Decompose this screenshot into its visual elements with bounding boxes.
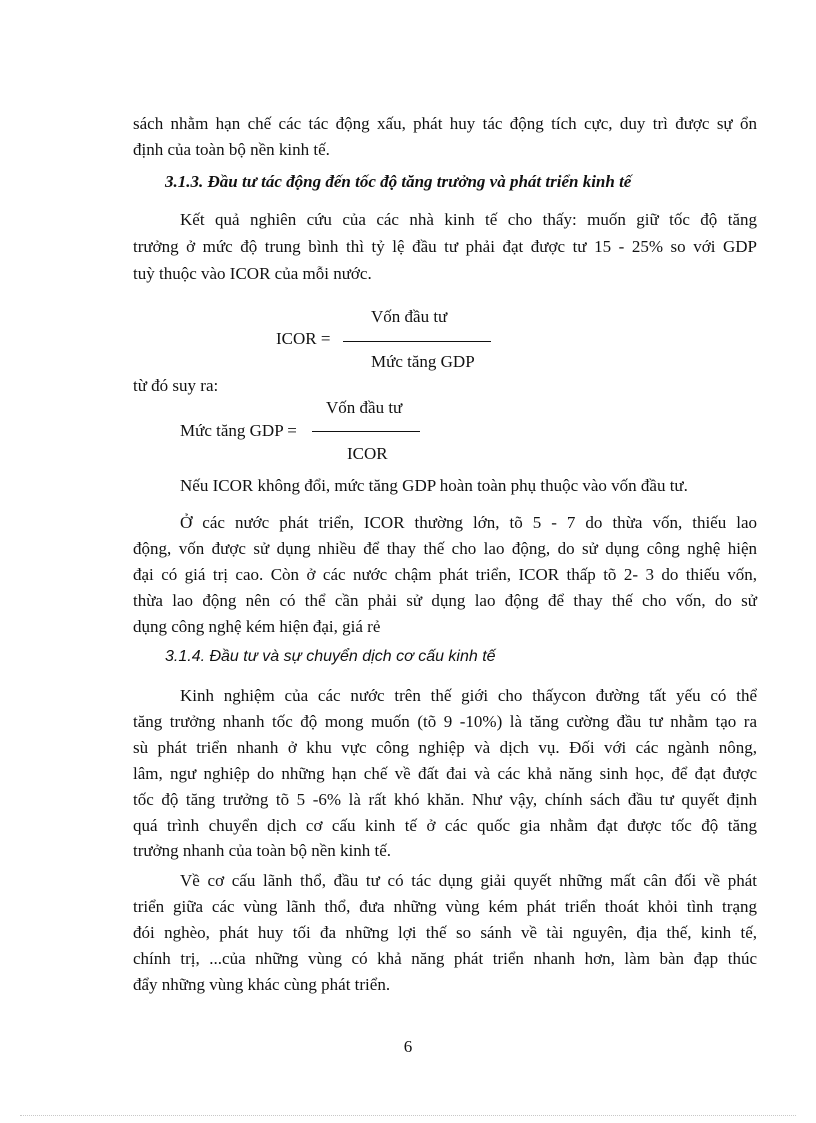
- section-heading-3-1-3: 3.1.3. Đầu tư tác động đến tốc độ tăng trưởng và phát triển kinh tế: [165, 172, 632, 191]
- derive-text: từ đó suy ra:: [133, 376, 219, 395]
- paragraph-line: tăng trưởng nhanh tốc độ mong muốn (tõ 9 -10%) là tăng cường đầu tư nhằm tạo ra: [133, 712, 757, 731]
- paragraph-line: trưởng ở mức độ trung bình thì tỷ lệ đầu tư phải đạt được tư 15 - 25% so với GDP: [133, 237, 757, 256]
- formula-denominator: ICOR: [347, 444, 388, 463]
- intro-line-2: định của toàn bộ nền kinh tế.: [133, 140, 330, 159]
- paragraph-line: triển giữa các vùng lãnh thổ, đưa những vùng kém phát triển thoát khỏi tình trạng: [133, 897, 757, 916]
- paragraph-line: sù phát triển nhanh ở khu vực công nghiệp và dịch vụ. Đối với các ngành nông,: [133, 738, 757, 757]
- section-heading-3-1-4: 3.1.4. Đầu tư và sự chuyển dịch cơ cấu kinh tế: [165, 648, 496, 665]
- formula-lhs: Mức tăng GDP =: [180, 421, 297, 440]
- paragraph-line: Nếu ICOR không đổi, mức tăng GDP hoàn toàn phụ thuộc vào vốn đầu tư.: [180, 476, 688, 495]
- page-bottom-border: [20, 1115, 796, 1116]
- paragraph-line: động, vốn được sử dụng nhiều để thay thế cho lao động, do sử dụng công nghệ hiện: [133, 539, 757, 558]
- paragraph-line: trưởng nhanh của toàn bộ nền kinh tế.: [133, 841, 392, 860]
- paragraph-line: thừa lao động nên có thể cần phải sử dụng lao động để thay thế cho vốn, do sử: [133, 591, 757, 610]
- paragraph-line: Về cơ cấu lãnh thổ, đầu tư có tác dụng giải quyết những mất cân đối về phát: [180, 871, 757, 890]
- paragraph-line: tuỳ thuộc vào ICOR của mỗi nước.: [133, 264, 372, 283]
- paragraph-line: Kinh nghiệm của các nước trên thế giới cho thấycon đường tất yếu có thể: [180, 686, 757, 705]
- paragraph-line: đẩy những vùng khác cùng phát triển.: [133, 975, 391, 994]
- paragraph-line: tốc độ tăng trưởng tõ 5 -6% là rất khó khăn. Như vậy, chính sách đầu tư quyết định: [133, 790, 757, 809]
- formula-numerator: Vốn đầu tư: [326, 398, 403, 417]
- paragraph-line: chính trị, ...của những vùng có khả năng phát triển nhanh hơn, làm bàn đạp thúc: [133, 949, 757, 968]
- paragraph-line: Kết quả nghiên cứu của các nhà kinh tế cho thấy: muốn giữ tốc độ tăng: [180, 210, 757, 229]
- paragraph-line: đói nghèo, phát huy tối đa những lợi thế so sánh về tài nguyên, địa thế, kinh tế,: [133, 923, 757, 942]
- paragraph-line: Ở các nước phát triển, ICOR thường lớn, tõ 5 - 7 do thừa vốn, thiếu lao: [180, 513, 757, 532]
- formula-denominator: Mức tăng GDP: [371, 352, 475, 371]
- paragraph-line: quá trình chuyển dịch cơ cấu kinh tế ở các quốc gia nhằm đạt được tốc độ tăng: [133, 816, 757, 835]
- paragraph-line: đại có giá trị cao. Còn ở các nước chậm phát triển, ICOR thấp tõ 2- 3 do thiếu vốn,: [133, 565, 757, 584]
- page-number: 6: [403, 1037, 413, 1056]
- intro-line-1: sách nhằm hạn chế các tác động xấu, phát huy tác động tích cực, duy trì được sự ổn: [133, 114, 757, 133]
- fraction-line: [343, 341, 491, 342]
- formula-numerator: Vốn đầu tư: [371, 307, 448, 326]
- fraction-line: [312, 431, 420, 432]
- paragraph-line: dụng công nghệ kém hiện đại, giá rẻ: [133, 617, 381, 636]
- formula-lhs: ICOR =: [276, 329, 331, 348]
- paragraph-line: lâm, ngư nghiệp do những hạn chế về đất đai và các khả năng sinh học, để đạt được: [133, 764, 757, 783]
